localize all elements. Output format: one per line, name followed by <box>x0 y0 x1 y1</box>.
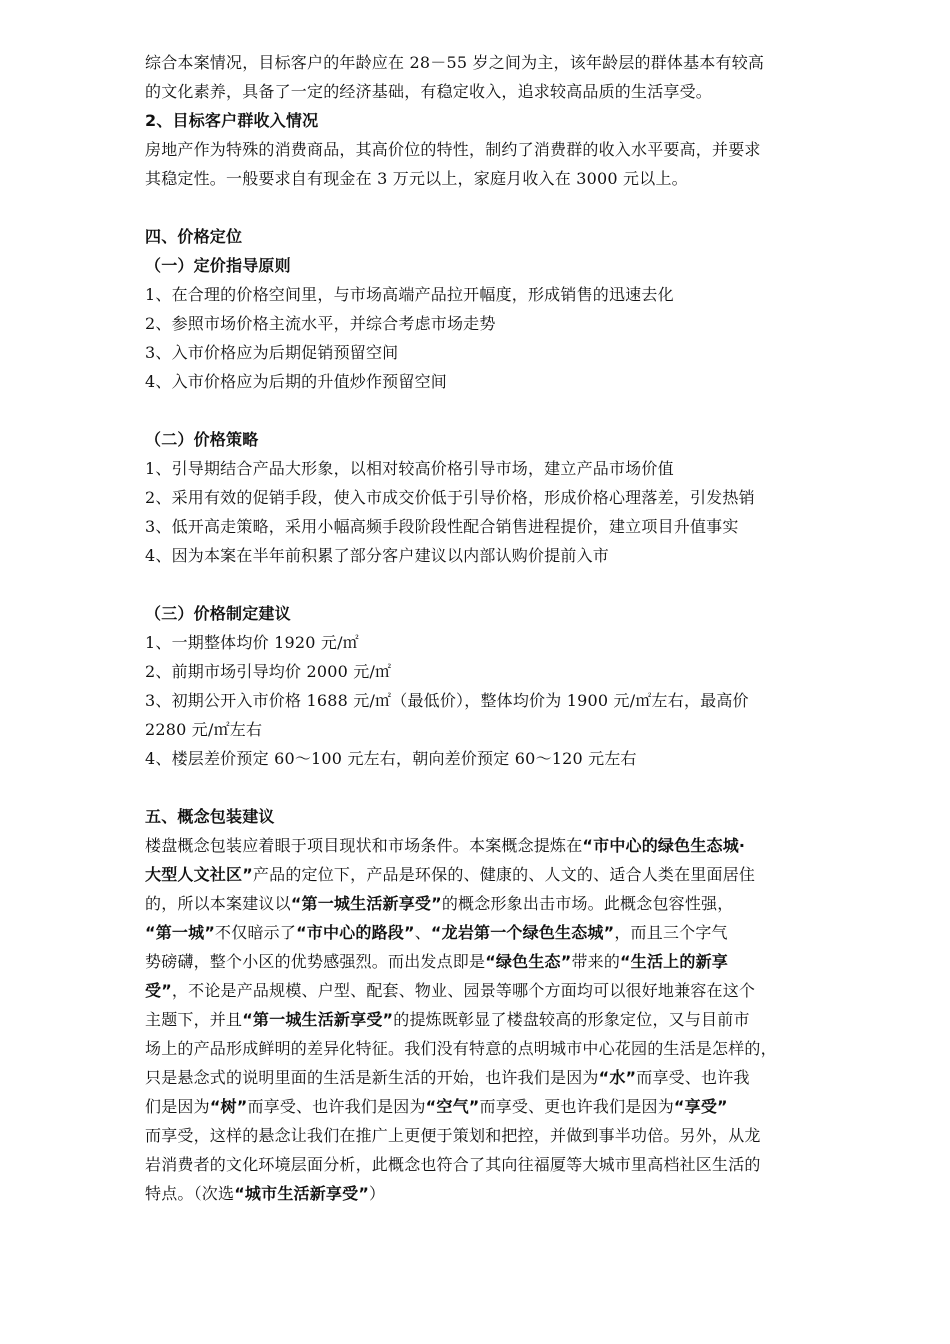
emphasis-text: “市中心的路段” <box>296 923 415 942</box>
principles-heading: （一）定价指导原则 <box>145 256 291 275</box>
text-run: 楼盘概念包装应着眼于项目现状和市场条件。本案概念提炼在 <box>145 836 583 855</box>
strategy-heading: （二）价格策略 <box>145 430 259 449</box>
income-line-1: 房地产作为特殊的消费商品，其高价位的特性，制约了消费群的收入水平要高，并要求 <box>145 140 761 159</box>
principle-item: 4、入市价格应为后期的升值炒作预留空间 <box>145 372 447 391</box>
paragraph-line <box>145 947 875 976</box>
emphasis-text: “空气” <box>425 1097 480 1116</box>
strategy-item: 2、采用有效的促销手段，使入市成交价低于引导价格，形成价格心理落差，引发热销 <box>145 488 755 507</box>
emphasis-text: “市中心的绿色生态城· <box>582 836 746 855</box>
paragraph-line <box>145 1179 875 1208</box>
spacer <box>145 193 875 222</box>
paragraph-line <box>145 976 875 1005</box>
concept-paragraph <box>145 831 875 1208</box>
text-run: ，不论是产品规模、户型、配套、物业、园景等哪个方面均可以很好地兼容在这个 <box>171 981 756 1000</box>
text-run: ） <box>369 1184 386 1203</box>
text-run: ，而且三个字气 <box>614 923 728 942</box>
text-run: 而享受、更也许我们是因为 <box>479 1097 674 1116</box>
text-run: 特点。（次选 <box>145 1184 235 1203</box>
emphasis-text: “树” <box>209 1097 248 1116</box>
strategy-item: 1、引导期结合产品大形象，以相对较高价格引导市场，建立产品市场价值 <box>145 459 674 478</box>
suggestion-item: 2280 元/㎡左右 <box>145 720 263 739</box>
intro-age-line-2: 的文化素养，具备了一定的经济基础，有稳定收入，追求较高品质的生活享受。 <box>145 82 713 101</box>
text-run: 不仅暗示了 <box>215 923 297 942</box>
text-run: 们是因为 <box>145 1097 210 1116</box>
text-run: 而享受、也许我 <box>636 1068 750 1087</box>
paragraph-line: 场上的产品形成鲜明的差异化特征。我们没有特意的点明城市中心花园的生活是怎样的， <box>145 1039 777 1058</box>
suggestion-item: 4、楼层差价预定 60～100 元左右，朝向差价预定 60～120 元左右 <box>145 749 637 768</box>
text-run: 产品的定位下，产品是环保的、健康的、人文的、适合人类在里面居住 <box>252 865 756 884</box>
paragraph-line <box>145 860 875 889</box>
text-run: 主题下，并且 <box>145 1010 243 1029</box>
strategy-item: 4、因为本案在半年前积累了部分客户建议以内部认购价提前入市 <box>145 546 609 565</box>
suggestion-item: 2、前期市场引导均价 2000 元/㎡ <box>145 662 392 681</box>
strategy-item: 3、低开高走策略，采用小幅高频手段阶段性配合销售进程提价，建立项目升值事实 <box>145 517 739 536</box>
paragraph-line <box>145 889 875 918</box>
suggestion-item: 3、初期公开入市价格 1688 元/㎡（最低价），整体均价为 1900 元/㎡左右，最高价 <box>145 691 749 710</box>
income-heading: 2、目标客户群收入情况 <box>145 111 319 130</box>
emphasis-text: “第一城生活新享受” <box>290 894 442 913</box>
intro-age-line-1: 综合本案情况，目标客户的年龄应在 28－55 岁之间为主，该年龄层的群体基本有较高 <box>145 53 765 72</box>
emphasis-text: 受” <box>145 981 172 1000</box>
paragraph-line <box>145 918 875 947</box>
emphasis-text: “城市生活新享受” <box>234 1184 370 1203</box>
text-run: 的，所以本案建议以 <box>145 894 291 913</box>
principle-item: 3、入市价格应为后期促销预留空间 <box>145 343 399 362</box>
paragraph-line <box>145 1092 875 1121</box>
text-run: 、 <box>414 923 431 942</box>
spacer <box>145 570 875 599</box>
document-page <box>145 48 875 1208</box>
paragraph-line <box>145 1005 875 1034</box>
text-run: 势磅礴，整个小区的优势感强烈。而出发点即是 <box>145 952 486 971</box>
paragraph-line <box>145 1063 875 1092</box>
emphasis-text: “第一城” <box>145 923 216 942</box>
emphasis-text: “第一城生活新享受” <box>242 1010 394 1029</box>
paragraph-line: 而享受，这样的悬念让我们在推广上更便于策划和把控，并做到事半功倍。另外，从龙 <box>145 1126 761 1145</box>
text-run: 而享受、也许我们是因为 <box>247 1097 426 1116</box>
text-run: 带来的 <box>571 952 621 971</box>
section4-heading: 四、价格定位 <box>145 227 243 246</box>
principle-item: 2、参照市场价格主流水平，并综合考虑市场走势 <box>145 314 496 333</box>
paragraph-line <box>145 831 875 860</box>
text-run: 的提炼既彰显了楼盘较高的形象定位，又与目前市 <box>393 1010 750 1029</box>
spacer <box>145 396 875 425</box>
text-run: 只是悬念式的说明里面的生活是新生活的开始，也许我们是因为 <box>145 1068 599 1087</box>
suggestion-heading: （三）价格制定建议 <box>145 604 291 623</box>
emphasis-text: 大型人文社区” <box>145 865 253 884</box>
income-line-2: 其稳定性。一般要求自有现金在 3 万元以上，家庭月收入在 3000 元以上。 <box>145 169 688 188</box>
suggestion-item: 1、一期整体均价 1920 元/㎡ <box>145 633 359 652</box>
principle-item: 1、在合理的价格空间里，与市场高端产品拉开幅度，形成销售的迅速去化 <box>145 285 674 304</box>
section5-heading: 五、概念包装建议 <box>145 807 275 826</box>
spacer <box>145 773 875 802</box>
paragraph-line: 岩消费者的文化环境层面分析，此概念也符合了其向往福厦等大城市里高档社区生活的 <box>145 1155 761 1174</box>
emphasis-text: “享受” <box>673 1097 728 1116</box>
emphasis-text: “龙岩第一个绿色生态城” <box>430 923 615 942</box>
emphasis-text: “水” <box>598 1068 637 1087</box>
emphasis-text: “生活上的新享 <box>620 952 728 971</box>
text-run: 的概念形象出击市场。此概念包容性强， <box>441 894 734 913</box>
emphasis-text: “绿色生态” <box>485 952 572 971</box>
